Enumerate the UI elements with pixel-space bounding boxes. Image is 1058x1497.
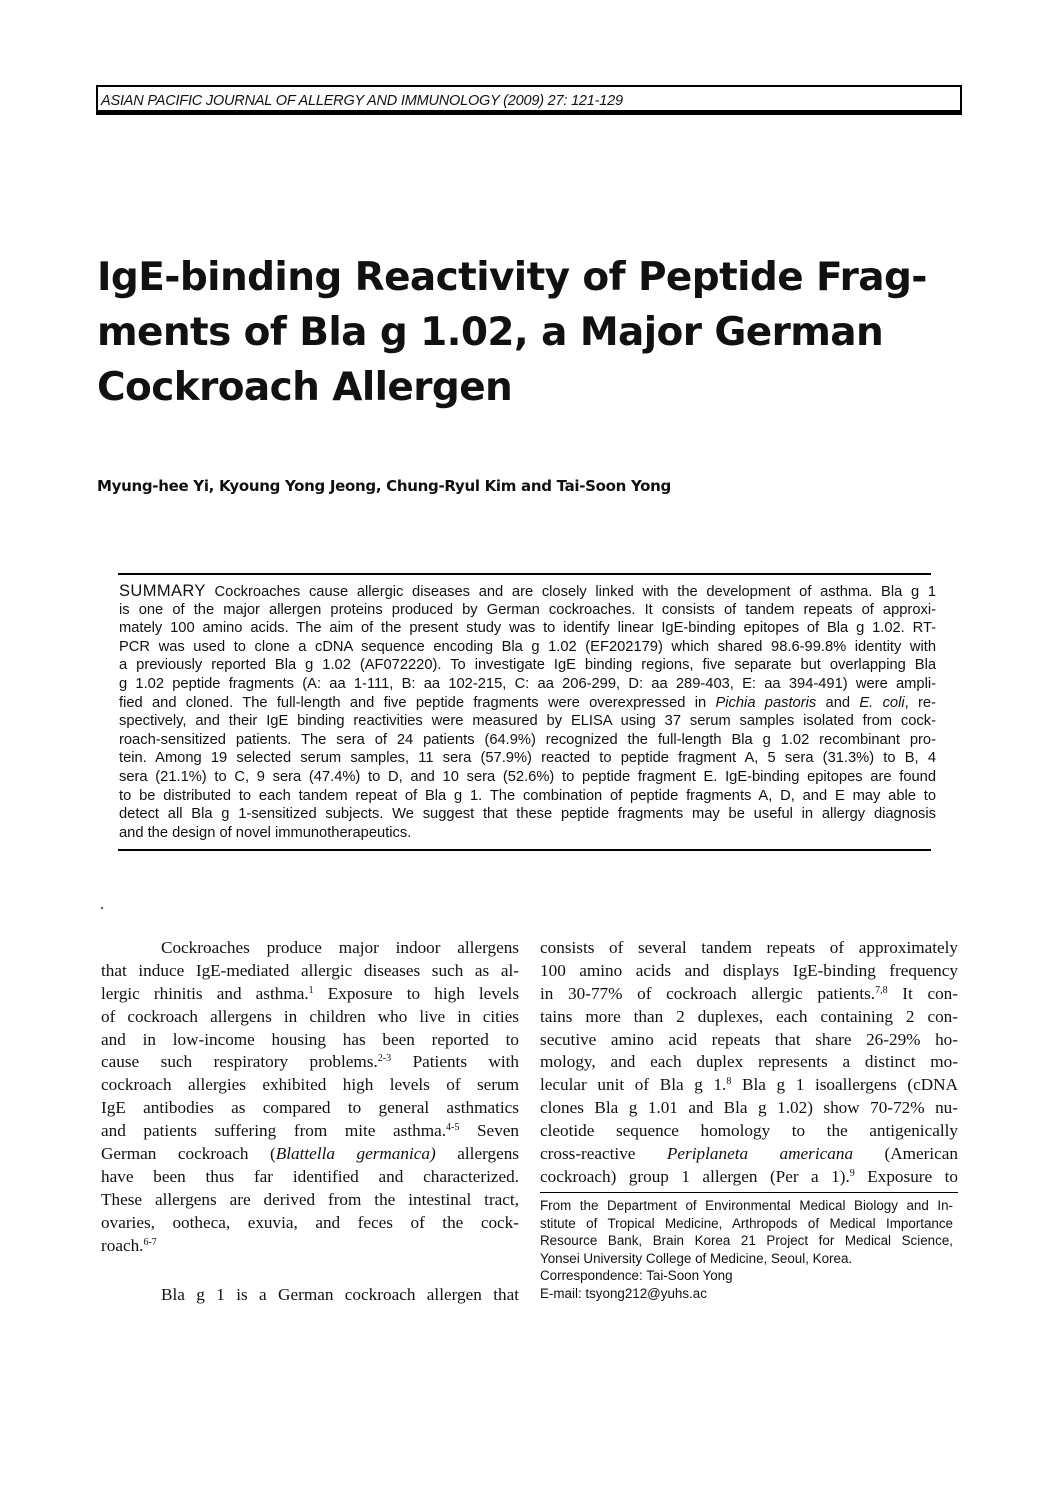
body-line: Bla g 1 is a German cockroach allergen that <box>161 1285 519 1305</box>
summary-line: g 1.02 peptide fragments (A: aa 1-111, B: aa 102-215, C: aa 206-299, D: aa 289-403, E: aa 394-491) were ampli- <box>119 675 936 692</box>
summary-line: mately 100 amino acids. The aim of the present study was to identify linear IgE-binding epitopes of Bla g 1.02. RT- <box>119 620 936 637</box>
body-line: cockroach allergies exhibited high levels of serum <box>101 1075 519 1095</box>
body-line: clones Bla g 1.01 and Bla g 1.02) show 70-72% nu- <box>540 1098 958 1118</box>
footnote-line: Yonsei University College of Medicine, Seoul, Korea. <box>540 1250 853 1266</box>
species-name: E. coli <box>859 694 905 711</box>
summary-line: and the design of novel immunotherapeutics. <box>119 824 412 841</box>
summary-line: tein. Among 19 selected serum samples, 11 sera (57.9%) reacted to peptide fragment A, 5 sera (31.3%) to B, 4 <box>119 750 936 767</box>
body-line: cross-reactive Periplaneta americana (American <box>540 1144 958 1164</box>
species-name: Blattella germanica) <box>275 1144 436 1164</box>
body-column-left <box>101 937 519 1307</box>
summary-bottom-rule <box>118 849 931 851</box>
author-list: Myung-hee Yi, Kyoung Yong Jeong, Chung-Ryul Kim and Tai-Soon Yong <box>97 477 671 495</box>
body-line: cleotide sequence homology to the antigenically <box>540 1121 958 1141</box>
body-line: roach.$^{6-7}$ <box>101 1235 157 1255</box>
body-line: ovaries, ootheca, exuvia, and feces of the cock- <box>101 1212 519 1232</box>
summary-line: sera (21.1%) to C, 9 sera (47.4%) to D, and 10 sera (52.6%) to peptide fragment E. IgE-binding epitopes are found <box>119 768 936 785</box>
title-line: IgE-binding Reactivity of Peptide Frag- <box>97 255 927 300</box>
stray-dot: . <box>100 896 104 913</box>
summary-abstract <box>119 582 936 842</box>
footnote-line: Resource Bank, Brain Korea 21 Project for Medical Science, <box>540 1233 953 1248</box>
article-title <box>97 250 937 415</box>
summary-line: is one of the major allergen proteins produced by German cockroaches. It consists of tandem repeats of approxi- <box>119 601 936 618</box>
body-line: lergic rhinitis and asthma.$^1$ Exposure to high levels <box>101 983 519 1003</box>
summary-line: to be distributed to each tandem repeat of Bla g 1. The combination of peptide fragments A, D, and E may able to <box>119 787 936 804</box>
body-line: in 30-77% of cockroach allergic patients.$^{7,8}$ It con- <box>540 983 958 1003</box>
body-line: German cockroach (Blattella germanica) allergens <box>101 1144 519 1164</box>
title-line: ments of Bla g 1.02, a Major German <box>97 310 884 355</box>
summary-top-rule <box>118 573 931 575</box>
citation: 1 <box>308 984 314 996</box>
body-line: and in low-income housing has been reported to <box>101 1029 519 1049</box>
email: E-mail: tsyong212@yuhs.ac <box>540 1285 707 1301</box>
summary-line: PCR was used to clone a cDNA sequence encoding Bla g 1.02 (EF202179) which shared 98.6-99.8% identity with <box>119 638 936 655</box>
body-line: consists of several tandem repeats of approximately <box>540 938 958 957</box>
citation: 6-7 <box>143 1236 157 1248</box>
citation: 8 <box>726 1076 732 1088</box>
summary-line: roach-sensitized patients. The sera of 24 patients (64.9%) recognized the full-length Bla g 1.02 recombinant pro- <box>119 731 936 748</box>
body-line: tains more than 2 duplexes, each containing 2 con- <box>540 1006 958 1026</box>
summary-line: fied and cloned. The full-length and five peptide fragments were overexpressed in Pichia pastoris and E. coli, re- <box>119 694 936 711</box>
citation: 2-3 <box>377 1053 392 1065</box>
summary-line: SUMMARY Cockroaches cause allergic diseases and are closely linked with the development of asthma. Bla g 1 <box>119 582 936 600</box>
citation: 4-5 <box>446 1122 460 1134</box>
body-line: IgE antibodies as compared to general asthmatics <box>101 1098 519 1118</box>
species-name: Pichia pastoris <box>715 694 817 711</box>
footnote-line: stitute of Tropical Medicine, Arthropods of Medical Importance <box>540 1215 953 1231</box>
body-line: cause such respiratory problems.$^{2-3}$ Patients with <box>101 1052 519 1072</box>
body-line: lecular unit of Bla g 1.$^8$ Bla g 1 isoallergens (cDNA <box>540 1075 958 1095</box>
body-line: These allergens are derived from the intestinal tract, <box>101 1189 519 1209</box>
footnote-rule <box>540 1192 958 1193</box>
body-line: have been thus far identified and characterized. <box>101 1166 519 1186</box>
species-name: Periplaneta americana <box>666 1144 854 1164</box>
body-line: mology, and each duplex represents a distinct mo- <box>540 1052 958 1072</box>
summary-heading: SUMMARY <box>119 582 206 600</box>
body-column-right <box>540 937 958 1189</box>
summary-line: a previously reported Bla g 1.02 (AF072220). To investigate IgE binding regions, five separate but overlapping Bla <box>119 657 936 674</box>
body-line: Cockroaches produce major indoor allergens <box>161 938 519 957</box>
body-line: that induce IgE-mediated allergic diseases such as al- <box>101 960 519 980</box>
affiliation-footnote <box>540 1197 953 1302</box>
body-line: cockroach) group 1 allergen (Per a 1).$^9$ Exposure to <box>540 1166 958 1186</box>
body-line: of cockroach allergens in children who live in cities <box>101 1006 519 1026</box>
correspondence: Correspondence: Tai-Soon Yong <box>540 1268 733 1283</box>
citation: 7,8 <box>875 984 888 996</box>
footnote-line: From the Department of Environmental Medical Biology and In- <box>540 1198 953 1213</box>
body-line: and patients suffering from mite asthma.$^{4-5}$ Seven <box>101 1121 519 1141</box>
summary-line: detect all Bla g 1-sensitized subjects. We suggest that these peptide fragments may be useful in allergy diagnosis <box>119 806 936 823</box>
journal-header-box <box>96 85 962 115</box>
summary-line: spectively, and their IgE binding reactivities were measured by ELISA using 37 serum samples isolated from cock- <box>119 713 936 730</box>
citation: 9 <box>849 1167 855 1179</box>
body-line: 100 amino acids and displays IgE-binding frequency <box>540 960 958 980</box>
title-line: Cockroach Allergen <box>97 365 513 410</box>
body-line: secutive amino acid repeats that share 26-29% ho- <box>540 1029 958 1049</box>
journal-citation: ASIAN PACIFIC JOURNAL OF ALLERGY AND IMMUNOLOGY (2009) 27: 121-129 <box>101 93 623 109</box>
